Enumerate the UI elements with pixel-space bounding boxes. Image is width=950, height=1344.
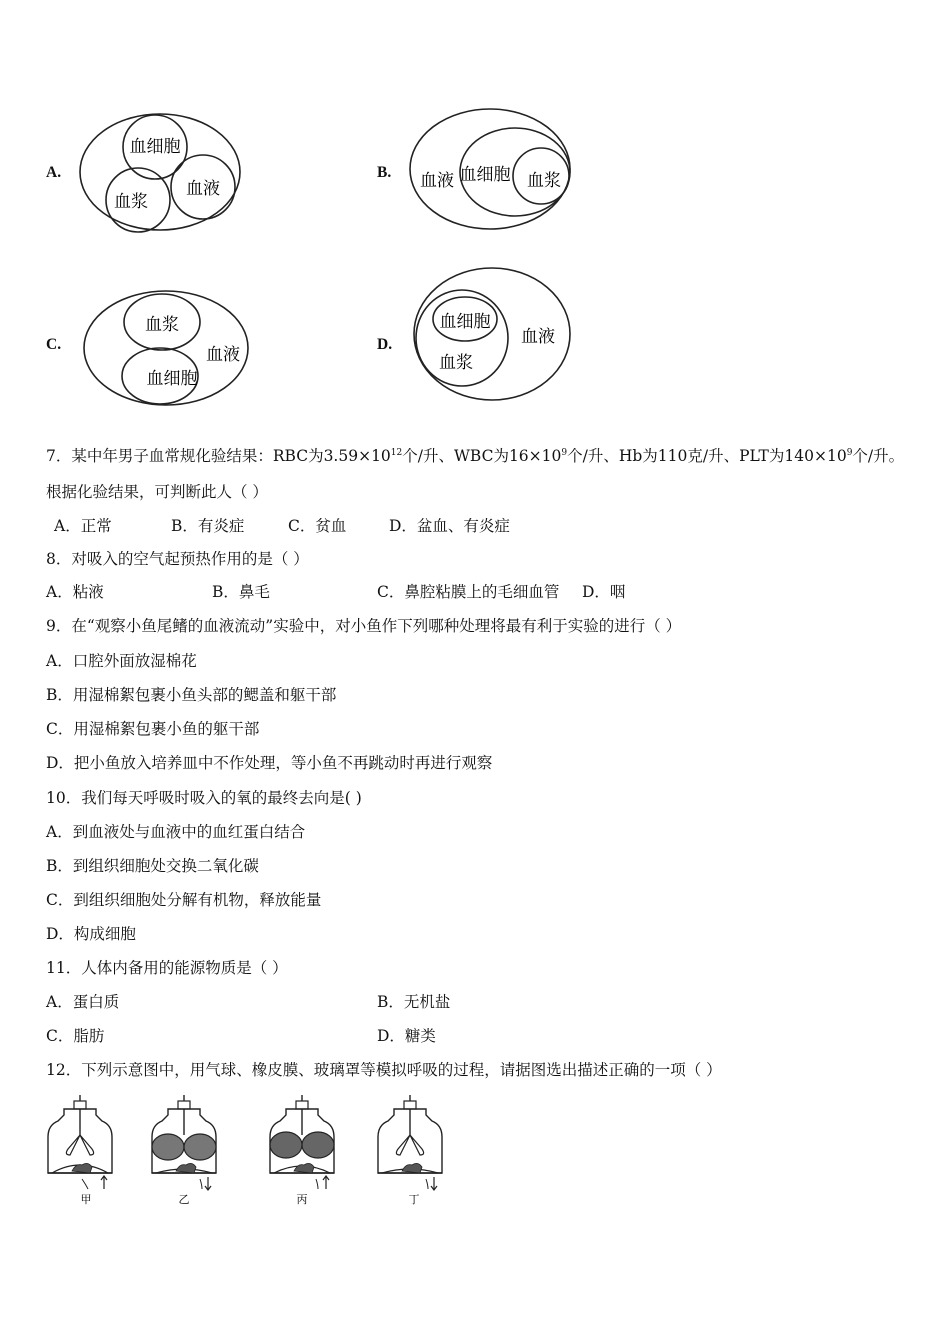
label-yi: 乙 xyxy=(178,1193,190,1206)
model-bing xyxy=(270,1095,334,1206)
label-cell: 血细胞 xyxy=(439,312,491,332)
q7-option-c[interactable]: C．贫血 xyxy=(288,517,347,535)
q8-stem: 8．对吸入的空气起预热作用的是（ ） xyxy=(46,550,309,568)
q11-stem: 11．人体内备用的能源物质是（ ） xyxy=(46,959,288,977)
venn-diagram-d xyxy=(410,264,575,409)
q9-option-b[interactable]: B．用湿棉絮包裹小鱼头部的鳃盖和躯干部 xyxy=(46,686,337,704)
q7-option-d[interactable]: D．盆血、有炎症 xyxy=(389,517,510,535)
model-ding xyxy=(378,1095,442,1206)
q11-option-c[interactable]: C．脂肪 xyxy=(46,1027,105,1045)
q10-option-a[interactable]: A．到血液处与血液中的血红蛋白结合 xyxy=(46,823,306,841)
option-c-letter: C. xyxy=(46,336,62,353)
label-plasma: 血浆 xyxy=(145,315,179,335)
q7-option-b[interactable]: B．有炎症 xyxy=(171,517,245,535)
venn-diagram-c xyxy=(80,288,255,410)
q9-option-c[interactable]: C．用湿棉絮包裹小鱼的躯干部 xyxy=(46,720,260,738)
label-blood: 血液 xyxy=(521,327,555,347)
q8-option-b[interactable]: B．鼻毛 xyxy=(212,583,270,601)
label-blood: 血液 xyxy=(206,345,240,365)
q8-option-d[interactable]: D．咽 xyxy=(582,583,626,601)
q8-option-a[interactable]: A．粘液 xyxy=(46,583,104,601)
q10-option-d[interactable]: D．构成细胞 xyxy=(46,925,136,943)
venn-diagram-b xyxy=(405,106,585,236)
model-yi xyxy=(152,1095,216,1206)
label-cell: 血细胞 xyxy=(459,165,511,185)
q9-stem: 9．在“观察小鱼尾鳍的血液流动”实验中，对小鱼作下列哪种处理将最有利于实验的进行（ ） xyxy=(46,617,682,635)
option-d-letter: D. xyxy=(377,336,393,353)
q11-option-b[interactable]: B．无机盐 xyxy=(377,993,451,1011)
q7-stem: 7．某中年男子血常规化验结果：RBC为$3.59\times 10^{12}$个/升、WBC为$16\times 10^9$个/升、Hb为110克/升、PLT为$140\times 10^9$个/升。 xyxy=(46,447,905,465)
label-ding: 丁 xyxy=(408,1193,420,1206)
q11-option-d[interactable]: D．糖类 xyxy=(377,1027,436,1045)
option-b-letter: B. xyxy=(377,164,392,181)
q9-option-a[interactable]: A．口腔外面放湿棉花 xyxy=(46,652,197,670)
breathing-model-figure xyxy=(44,1095,454,1210)
q12-stem: 12．下列示意图中，用气球、橡皮膜、玻璃罩等模拟呼吸的过程，请据图选出描述正确的一项（ ） xyxy=(46,1061,722,1079)
q8-option-c[interactable]: C．鼻腔粘膜上的毛细血管 xyxy=(377,583,560,601)
q11-option-a[interactable]: A．蛋白质 xyxy=(46,993,120,1011)
label-plasma: 血浆 xyxy=(527,171,561,191)
blood-ellipse xyxy=(80,114,240,230)
q10-option-b[interactable]: B．到组织细胞处交换二氧化碳 xyxy=(46,857,259,875)
q9-option-d[interactable]: D．把小鱼放入培养皿中不作处理，等小鱼不再跳动时再进行观察 xyxy=(46,754,493,772)
label-blood: 血液 xyxy=(186,179,220,199)
q7-stem-line2: 根据化验结果，可判断此人（ ） xyxy=(46,483,268,501)
label-plasma: 血浆 xyxy=(114,192,148,212)
label-cell: 血细胞 xyxy=(129,137,181,157)
label-bing: 丙 xyxy=(296,1193,308,1206)
model-jia xyxy=(48,1095,112,1206)
label-cell: 血细胞 xyxy=(146,369,198,389)
q10-stem: 10．我们每天呼吸时吸入的氧的最终去向是( ) xyxy=(46,789,362,807)
option-a-letter: A. xyxy=(46,164,62,181)
label-jia: 甲 xyxy=(80,1193,92,1206)
venn-diagram-a xyxy=(75,112,250,237)
q10-option-c[interactable]: C．到组织细胞处分解有机物，释放能量 xyxy=(46,891,322,909)
q7-option-a[interactable]: A．正常 xyxy=(54,517,112,535)
label-blood: 血液 xyxy=(420,171,454,191)
label-plasma: 血浆 xyxy=(439,353,473,373)
